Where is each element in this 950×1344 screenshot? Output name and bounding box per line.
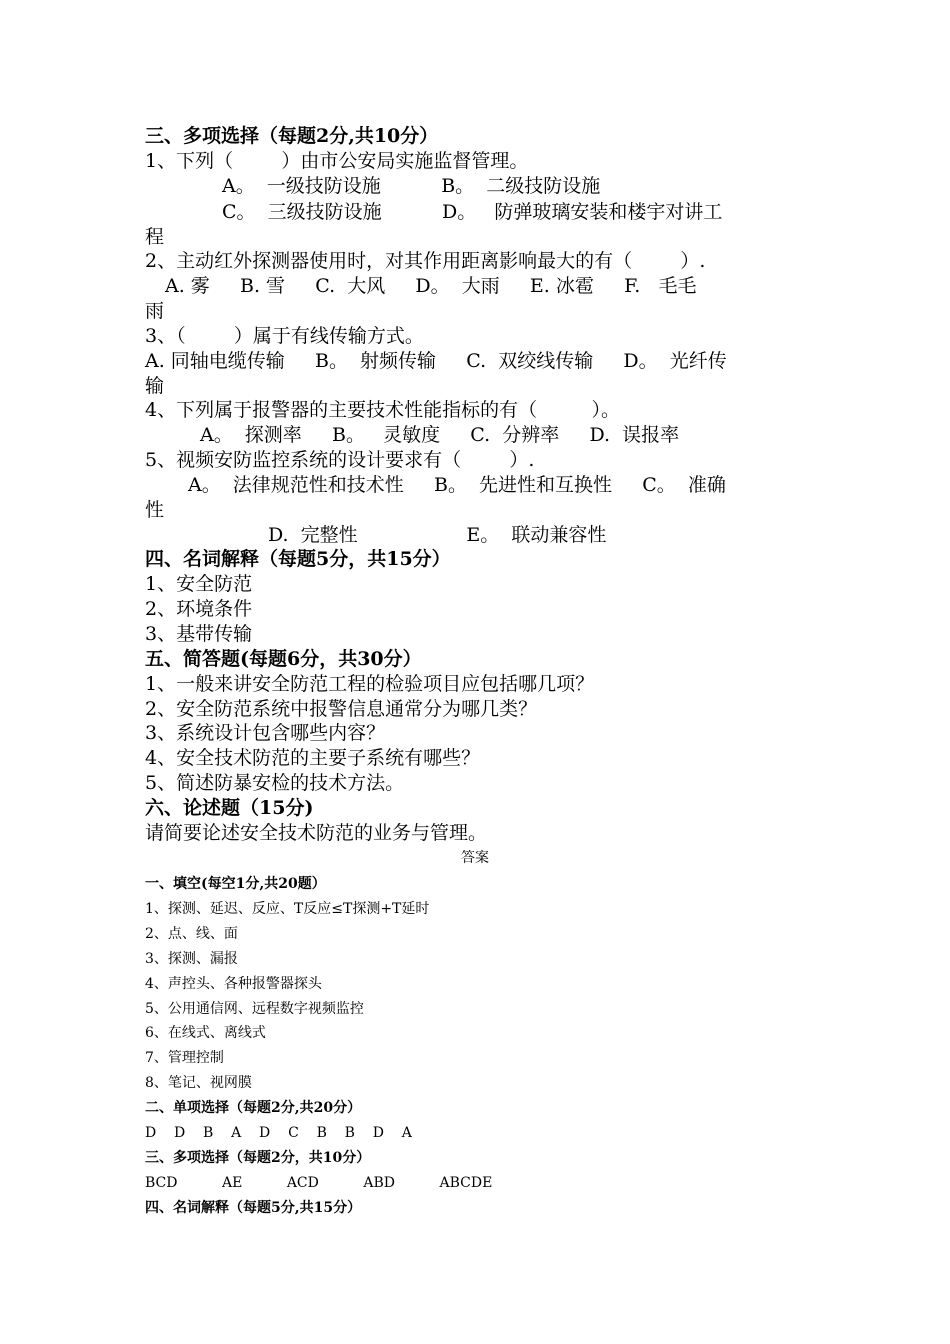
answer-item: 8、笔记、视网膜	[145, 1075, 252, 1091]
question-options: C。 三级技防设施 D。 防弹玻璃安装和楼宇对讲工	[222, 201, 723, 223]
question-text: 5、视频安防监控系统的设计要求有（ ）.	[145, 449, 535, 471]
question-options: A。 一级技防设施 B。 二级技防设施	[222, 175, 601, 197]
list-item: 5、简述防暴安检的技术方法。	[145, 772, 405, 794]
question-text: 4、下列属于报警器的主要技术性能指标的有（ ）。	[145, 399, 620, 421]
question-options: A。 探测率 B。 灵敏度 C. 分辨率 D. 误报率	[200, 424, 680, 446]
answer-heading: 一、填空(每空1分,共20题）	[145, 876, 326, 892]
section-heading: 五、简答题(每题6分，共30分）	[145, 648, 422, 670]
answers-title: 答案	[461, 850, 489, 866]
question-wrap: 雨	[145, 300, 165, 322]
answer-item: 1、探测、延迟、反应、T反应≤T探测+T延时	[145, 901, 430, 917]
list-item: 4、安全技术防范的主要子系统有哪些？	[145, 747, 481, 769]
answer-heading: 三、多项选择（每题2分，共10分）	[145, 1150, 371, 1166]
list-item: 1、安全防范	[145, 573, 253, 595]
answer-key: D D B A D C B B D A	[145, 1125, 412, 1141]
section-heading: 四、名词解释（每题5分，共15分）	[145, 548, 451, 570]
essay-question: 请简要论述安全技术防范的业务与管理。	[145, 822, 488, 844]
answer-item: 3、探测、漏报	[145, 951, 238, 967]
answer-item: 4、声控头、各种报警器探头	[145, 976, 322, 992]
question-wrap: 性	[145, 499, 165, 521]
list-item: 3、系统设计包含哪些内容？	[145, 722, 386, 744]
answer-item: 7、管理控制	[145, 1050, 224, 1066]
question-wrap: 输	[145, 375, 165, 397]
question-wrap: 程	[145, 226, 165, 248]
list-item: 2、环境条件	[145, 598, 253, 620]
answer-item: 2、点、线、面	[145, 926, 238, 942]
list-item: 1、一般来讲安全防范工程的检验项目应包括哪几项？	[145, 673, 595, 695]
section-heading: 三、多项选择（每题2分,共10分）	[145, 125, 439, 147]
question-options: A. 雾 B. 雪 C. 大风 D。 大雨 E. 冰雹 F. 毛毛	[165, 275, 697, 297]
list-item: 2、安全防范系统中报警信息通常分为哪几类？	[145, 698, 538, 720]
answer-item: 6、在线式、离线式	[145, 1025, 266, 1041]
question-options: A. 同轴电缆传输 B。 射频传输 C. 双绞线传输 D。 光纤传	[145, 350, 727, 372]
list-item: 3、基带传输	[145, 623, 253, 645]
question-options: A。 法律规范性和技术性 B。 先进性和互换性 C。 准确	[188, 474, 726, 496]
answer-heading: 四、名词解释（每题5分,共15分）	[145, 1200, 362, 1216]
question-options: D. 完整性 E。 联动兼容性	[268, 524, 607, 546]
question-text: 3、（ ）属于有线传输方式。	[145, 325, 424, 347]
answer-item: 5、公用通信网、远程数字视频监控	[145, 1001, 364, 1017]
section-heading: 六、论述题（15分)	[145, 797, 314, 819]
answer-key: BCD AE ACD ABD ABCDE	[145, 1175, 493, 1191]
question-text: 2、主动红外探测器使用时，对其作用距离影响最大的有（ ）.	[145, 250, 706, 272]
answer-heading: 二、单项选择（每题2分,共20分）	[145, 1100, 362, 1116]
question-text: 1、下列（ ）由市公安局实施监督管理。	[145, 150, 529, 172]
